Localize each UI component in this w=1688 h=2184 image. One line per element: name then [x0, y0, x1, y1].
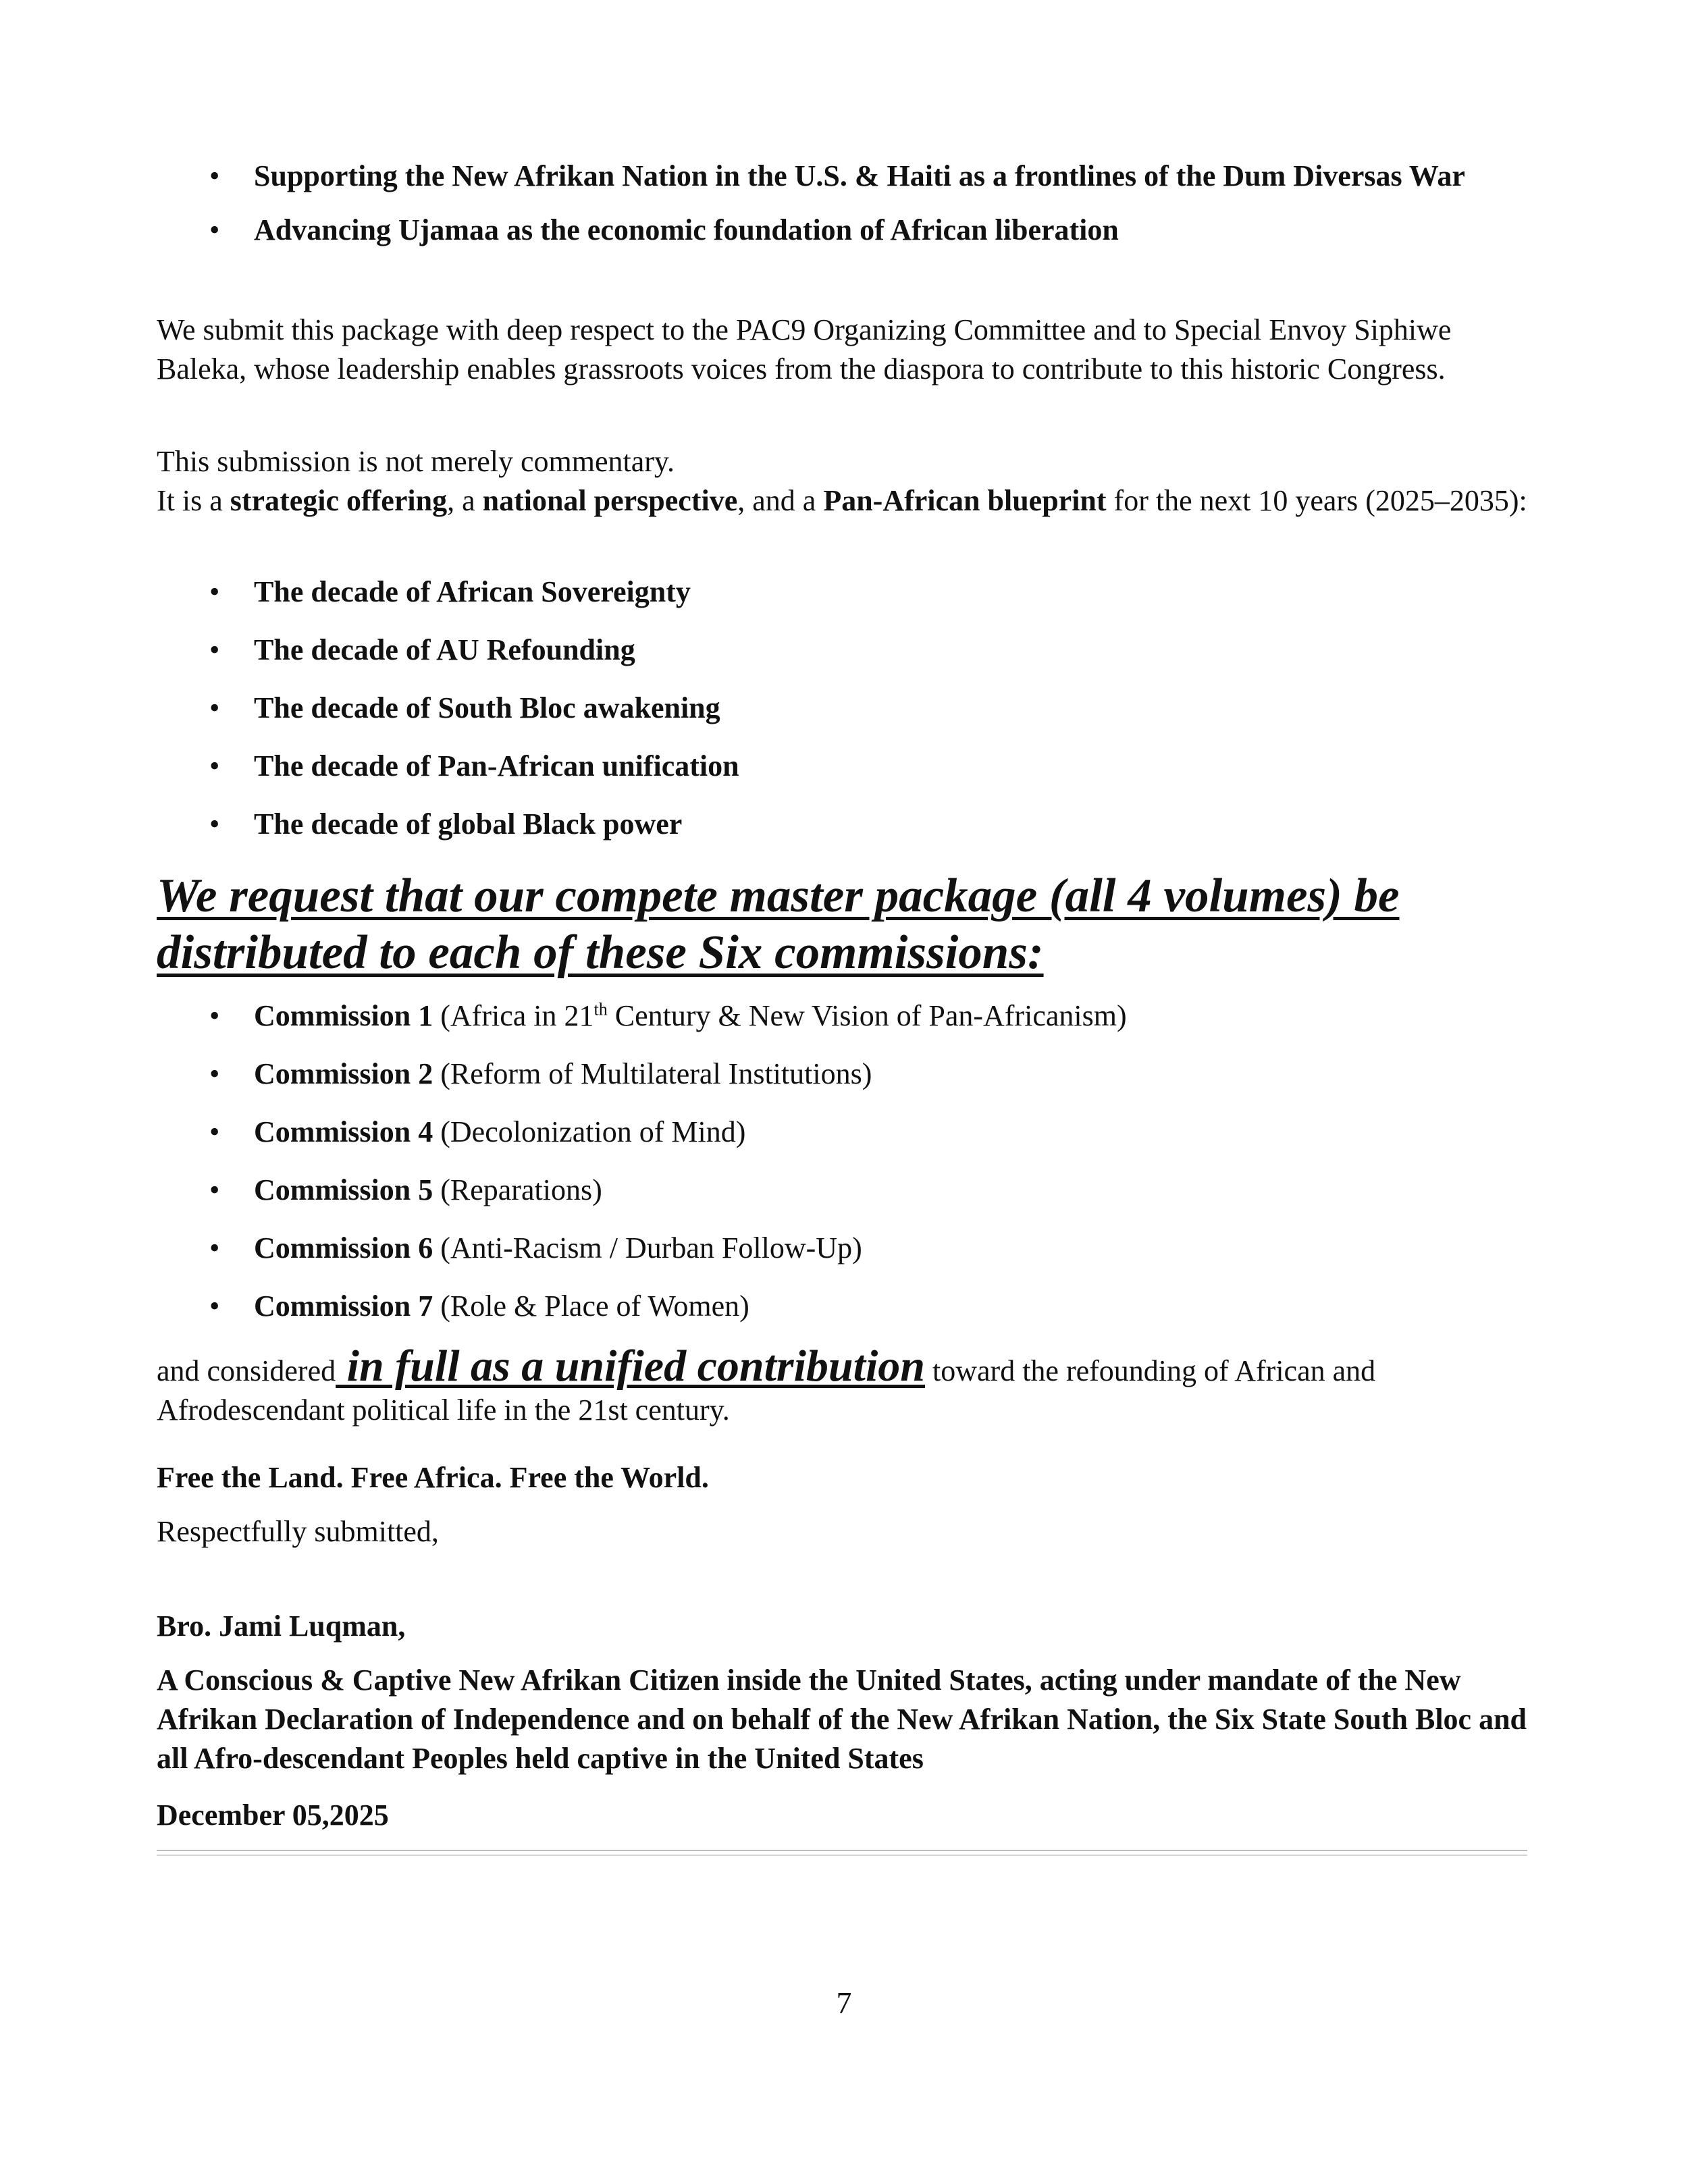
- commission-desc: (Role & Place of Women): [433, 1289, 749, 1323]
- list-item: [209, 1171, 1526, 1210]
- signature-title: A Conscious & Captive New Afrikan Citizen inside the United States, acting under mandate of the New Afrikan Declaration of Independence and on behalf of the New Afrikan Nation, the Six State South Bloc and all Afro-descendant Peoples held captive in the United States: [157, 1663, 1527, 1775]
- commission-desc: (Anti-Racism / Durban Follow-Up): [433, 1231, 862, 1264]
- bullet-icon: •: [209, 1173, 220, 1206]
- document-date: December 05,2025: [157, 1799, 389, 1832]
- bullet-icon: •: [209, 691, 220, 724]
- decade-bullet-list: [209, 572, 1526, 844]
- list-item: [209, 747, 1526, 786]
- offering-term2: national perspective: [482, 484, 738, 517]
- list-item: [209, 211, 1526, 250]
- request-heading-line2: distributed to each of these Six commissions:: [157, 926, 1044, 979]
- list-item: [209, 805, 1526, 844]
- considered-paragraph: [157, 1341, 1548, 1430]
- bullet-icon: •: [209, 633, 220, 666]
- commission-list: [209, 996, 1526, 1326]
- list-item: [209, 572, 1526, 612]
- bullet-text: The decade of AU Refounding: [254, 633, 635, 666]
- offering-sep1: , a: [447, 484, 483, 517]
- commission-name: Commission 4: [254, 1115, 433, 1148]
- horizontal-divider: [157, 1850, 1527, 1856]
- commission-desc: (Decolonization of Mind): [433, 1115, 746, 1148]
- motto: Free the Land. Free Africa. Free the World.: [157, 1461, 709, 1494]
- bullet-text: Supporting the New Afrikan Nation in the U.S. & Haiti as a frontlines of the Dum Diversas War: [254, 159, 1465, 192]
- list-item: [209, 689, 1526, 728]
- bullet-icon: •: [209, 1057, 220, 1090]
- offering-term3: Pan-African blueprint: [823, 484, 1107, 517]
- page-number: 7: [836, 1986, 852, 2020]
- bullet-icon: •: [209, 1115, 220, 1148]
- bullet-icon: •: [209, 159, 220, 192]
- commission-name: Commission 7: [254, 1289, 433, 1323]
- bullet-text: Advancing Ujamaa as the economic foundation of African liberation: [254, 213, 1119, 246]
- list-item: [209, 996, 1526, 1036]
- bullet-icon: •: [209, 1231, 220, 1264]
- bullet-text: The decade of South Bloc awakening: [254, 691, 720, 724]
- commission-name: Commission 5: [254, 1173, 433, 1206]
- offering-term1: strategic offering: [230, 484, 448, 517]
- offering-intro: It is a: [157, 484, 230, 517]
- submit-paragraph: We submit this package with deep respect to the PAC9 Organizing Committee and to Special Envoy Siphiwe Baleka, whose leadership enables grassroots voices from the diaspora to contribute to this historic Congress.: [157, 313, 1452, 385]
- list-item: [209, 157, 1526, 196]
- superscript: th: [594, 999, 608, 1019]
- bullet-icon: •: [209, 999, 220, 1032]
- list-item: [209, 1229, 1526, 1268]
- commission-name: Commission 1: [254, 999, 433, 1032]
- commission-name: Commission 6: [254, 1231, 433, 1264]
- commission-name: Commission 2: [254, 1057, 433, 1090]
- bullet-icon: •: [209, 213, 220, 246]
- commission-desc: (Reparations): [433, 1173, 602, 1206]
- list-item: [209, 1287, 1526, 1326]
- offering-sep2: , and a: [737, 484, 824, 517]
- considered-post: toward the refounding of African and Afrodescendant political life in the 21st century.: [157, 1354, 1376, 1427]
- list-item: [209, 1055, 1526, 1094]
- bullet-icon: •: [209, 807, 220, 841]
- bullet-text: The decade of African Sovereignty: [254, 575, 691, 608]
- top-bullet-list: [209, 157, 1526, 250]
- commission-desc: (Reform of Multilateral Institutions): [433, 1057, 872, 1090]
- list-item: [209, 631, 1526, 670]
- signature-name: Bro. Jami Luqman,: [157, 1609, 406, 1643]
- commission-desc-tail: Century & New Vision of Pan-Africanism): [607, 999, 1127, 1032]
- closing: Respectfully submitted,: [157, 1515, 439, 1548]
- considered-pre: and considered: [157, 1354, 336, 1387]
- considered-emphasis: in full as a unified contribution: [336, 1341, 926, 1391]
- request-heading: [157, 868, 1575, 981]
- bullet-text: The decade of Pan-African unification: [254, 749, 739, 782]
- bullet-text: The decade of global Black power: [254, 807, 683, 841]
- commission-desc: (Africa in 21: [433, 999, 594, 1032]
- offering-tail: for the next 10 years (2025–2035):: [1106, 484, 1527, 517]
- bullet-icon: •: [209, 749, 220, 782]
- offering-line1: This submission is not merely commentary.: [157, 445, 675, 478]
- offering-paragraph: [157, 442, 1541, 521]
- list-item: [209, 1113, 1526, 1152]
- bullet-icon: •: [209, 1289, 220, 1323]
- bullet-icon: •: [209, 575, 220, 608]
- request-heading-line1: We request that our compete master package (all 4 volumes) be: [157, 870, 1400, 922]
